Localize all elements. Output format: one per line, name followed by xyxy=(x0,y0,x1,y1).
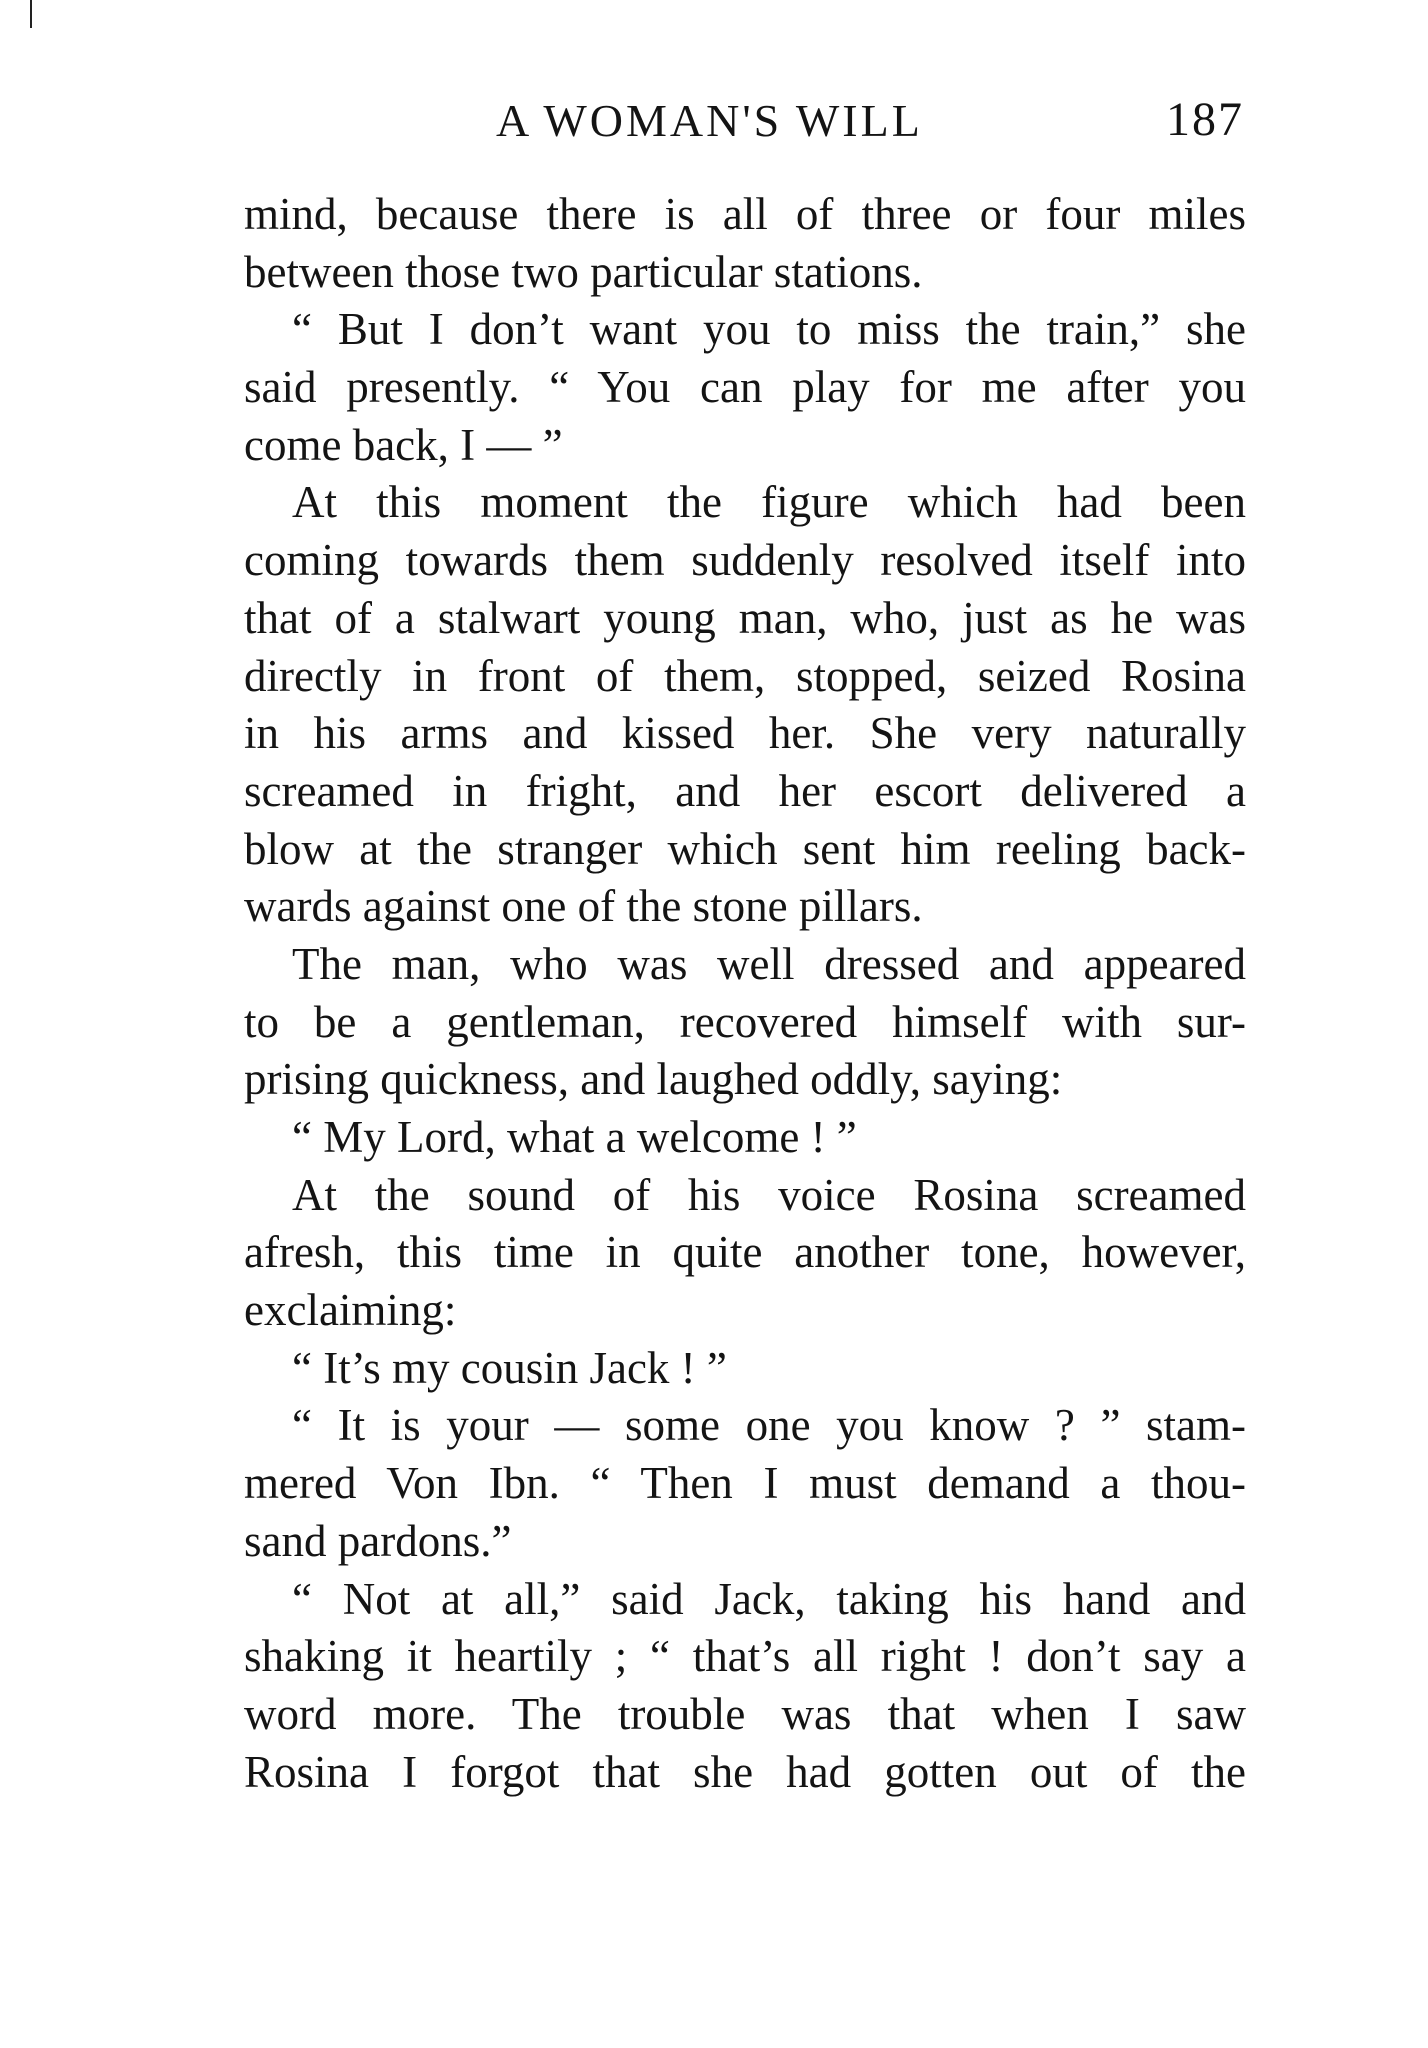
text-line: said presently. “ You can play for me after you xyxy=(244,362,1246,413)
text-line: The man, who was well dressed and appeared xyxy=(292,938,1246,989)
text-line: in his arms and kissed her. She very naturally xyxy=(244,708,1246,759)
text-line: prising quickness, and laughed oddly, saying: xyxy=(244,1054,1063,1105)
text-line: “ Not at all,” said Jack, taking his hand and xyxy=(292,1573,1246,1624)
text-line: afresh, this time in quite another tone, however, xyxy=(244,1227,1246,1278)
text-line: “ But I don’t want you to miss the train,” she xyxy=(292,304,1246,355)
text-line: mind, because there is all of three or four miles xyxy=(244,189,1246,239)
text-line: shaking it heartily ; “ that’s all right ! don’t say a xyxy=(244,1631,1246,1682)
text-line: coming towards them suddenly resolved itself into xyxy=(244,535,1246,586)
text-line: sand pardons.” xyxy=(244,1515,512,1566)
body-text xyxy=(244,186,1246,1801)
text-line: word more. The trouble was that when I saw xyxy=(244,1688,1246,1739)
scan-margin-mark xyxy=(30,0,32,28)
text-line: “ It is your — some one you know ? ” stam- xyxy=(292,1400,1246,1451)
text-line: At the sound of his voice Rosina screamed xyxy=(292,1169,1246,1220)
text-line: blow at the stranger which sent him reeling back- xyxy=(244,823,1246,874)
text-line: exclaiming: xyxy=(244,1285,457,1336)
text-line: “ It’s my cousin Jack ! ” xyxy=(292,1342,727,1393)
text-line: wards against one of the stone pillars. xyxy=(244,881,923,932)
text-line: At this moment the figure which had been xyxy=(292,477,1246,528)
text-line: mered Von Ibn. “ Then I must demand a thou- xyxy=(244,1458,1246,1509)
text-line: “ My Lord, what a welcome ! ” xyxy=(292,1112,857,1162)
text-line: to be a gentleman, recovered himself with sur- xyxy=(244,996,1246,1047)
text-line: directly in front of them, stopped, seized Rosina xyxy=(244,650,1246,701)
text-line: between those two particular stations. xyxy=(244,246,923,297)
page-number: 187 xyxy=(1166,93,1244,146)
text-line: that of a stalwart young man, who, just as he was xyxy=(244,592,1246,643)
text-line: Rosina I forgot that she had gotten out of the xyxy=(244,1746,1246,1797)
page-header xyxy=(244,88,1244,160)
text-line: screamed in fright, and her escort delivered a xyxy=(244,765,1246,816)
text-line: come back, I — ” xyxy=(244,419,563,470)
running-title: A WOMAN'S WILL xyxy=(496,95,923,146)
